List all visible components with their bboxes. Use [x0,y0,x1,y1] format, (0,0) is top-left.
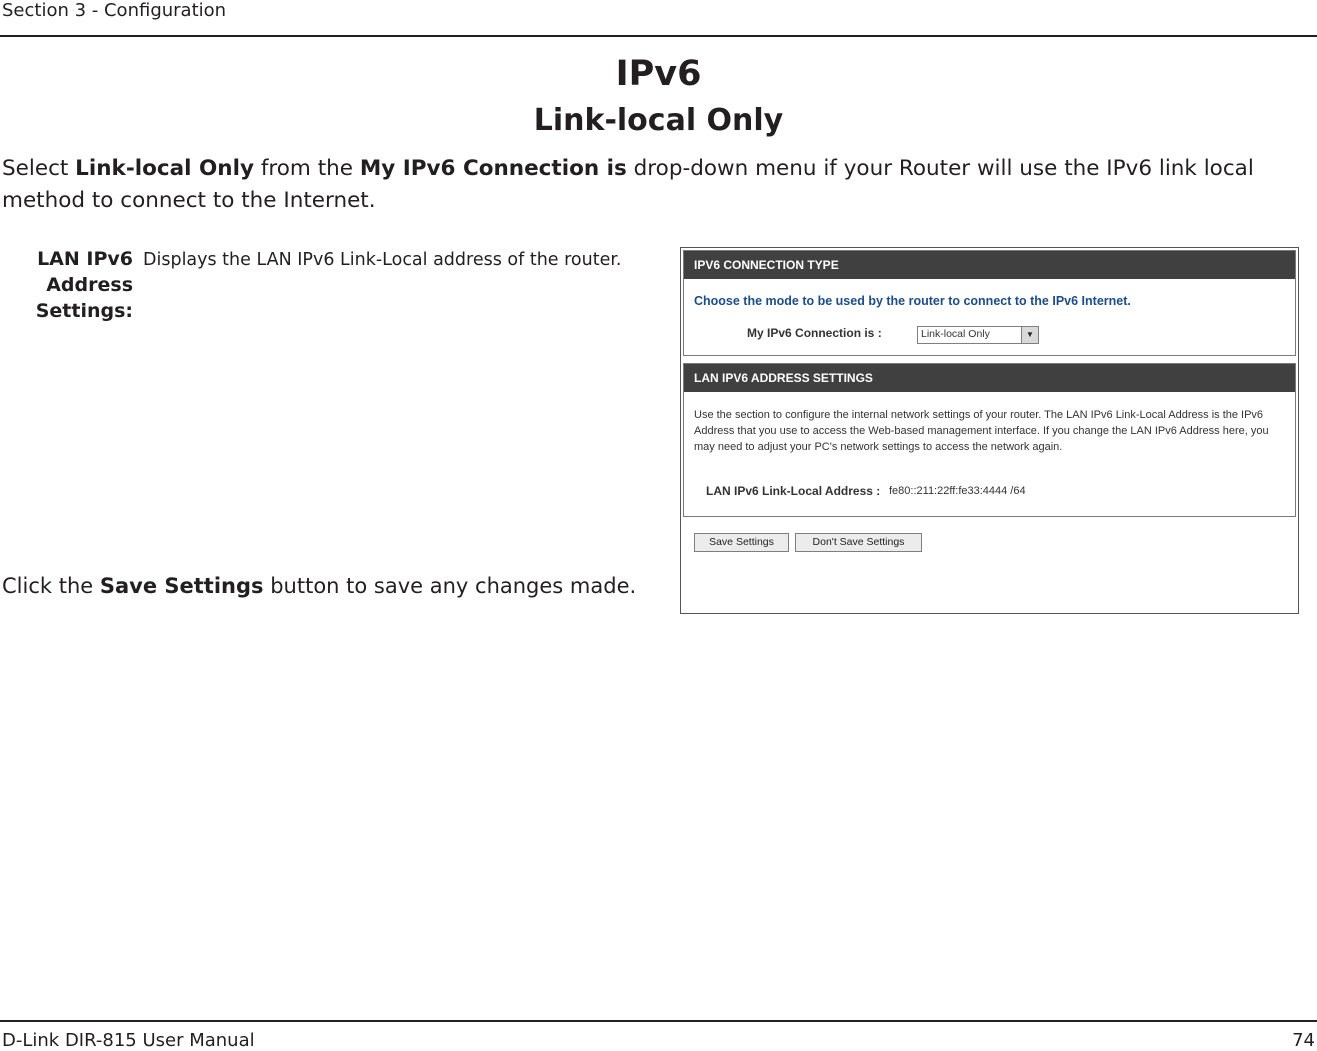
intro-bold-link-local: Link-local Only [75,156,254,181]
connection-type-heading: IPV6 CONNECTION TYPE [684,251,1295,279]
save-settings-button[interactable]: Save Settings [694,533,789,552]
field-label-lan-ipv6: LAN IPv6 Address Settings: [35,248,133,322]
page-subtitle: Link-local Only [533,103,784,138]
field-description-lan-ipv6: Displays the LAN IPv6 Link-Local address of the router. [143,250,622,270]
save-note-bold: Save Settings [99,574,264,598]
intro-text-1: Select [2,156,76,181]
section-header: Section 3 - Configuration [2,0,227,21]
lan-settings-panel [683,363,1296,517]
intro-bold-connection: My IPv6 Connection is [359,156,627,181]
intro-text-3: drop-down menu if your Router will use the IPv6 link local method to connect to the Internet. [2,156,1254,213]
page-number: 74 [1292,1030,1315,1051]
bottom-divider [0,1020,1317,1022]
dont-save-settings-button[interactable]: Don't Save Settings [795,533,922,552]
chevron-down-icon[interactable]: ▼ [1021,327,1038,343]
connection-mode-prompt: Choose the mode to be used by the router to connect to the IPv6 Internet. [694,294,1131,308]
save-note [2,574,636,598]
link-local-address-value: fe80::211:22ff:fe33:4444 /64 [889,485,1026,497]
connection-select[interactable] [917,326,1039,344]
connection-type-panel [683,250,1296,356]
footer-manual-title: D-Link DIR-815 User Manual [2,1030,255,1051]
connection-select-value: Link-local Only [921,328,990,340]
top-divider [0,35,1317,37]
page-title: IPv6 [615,54,702,94]
save-note-text-2: button to save any changes made. [263,574,637,598]
lan-settings-heading: LAN IPV6 ADDRESS SETTINGS [684,364,1295,392]
connection-label: My IPv6 Connection is : [747,326,882,340]
lan-settings-description: Use the section to configure the internal network settings of your router. The LAN IPv6 Link-Local Address is the IPv6 Address that you use to access the Web-based management interface. If you change the LAN IPv6 Address here, you may need to adjust your PC's network settings to access the network again. [694,409,1269,453]
intro-text-2: from the [254,156,360,181]
link-local-address-label: LAN IPv6 Link-Local Address : [706,484,881,498]
intro-paragraph [2,153,1317,217]
save-note-text-1: Click the [2,574,100,598]
router-screenshot [680,247,1299,614]
